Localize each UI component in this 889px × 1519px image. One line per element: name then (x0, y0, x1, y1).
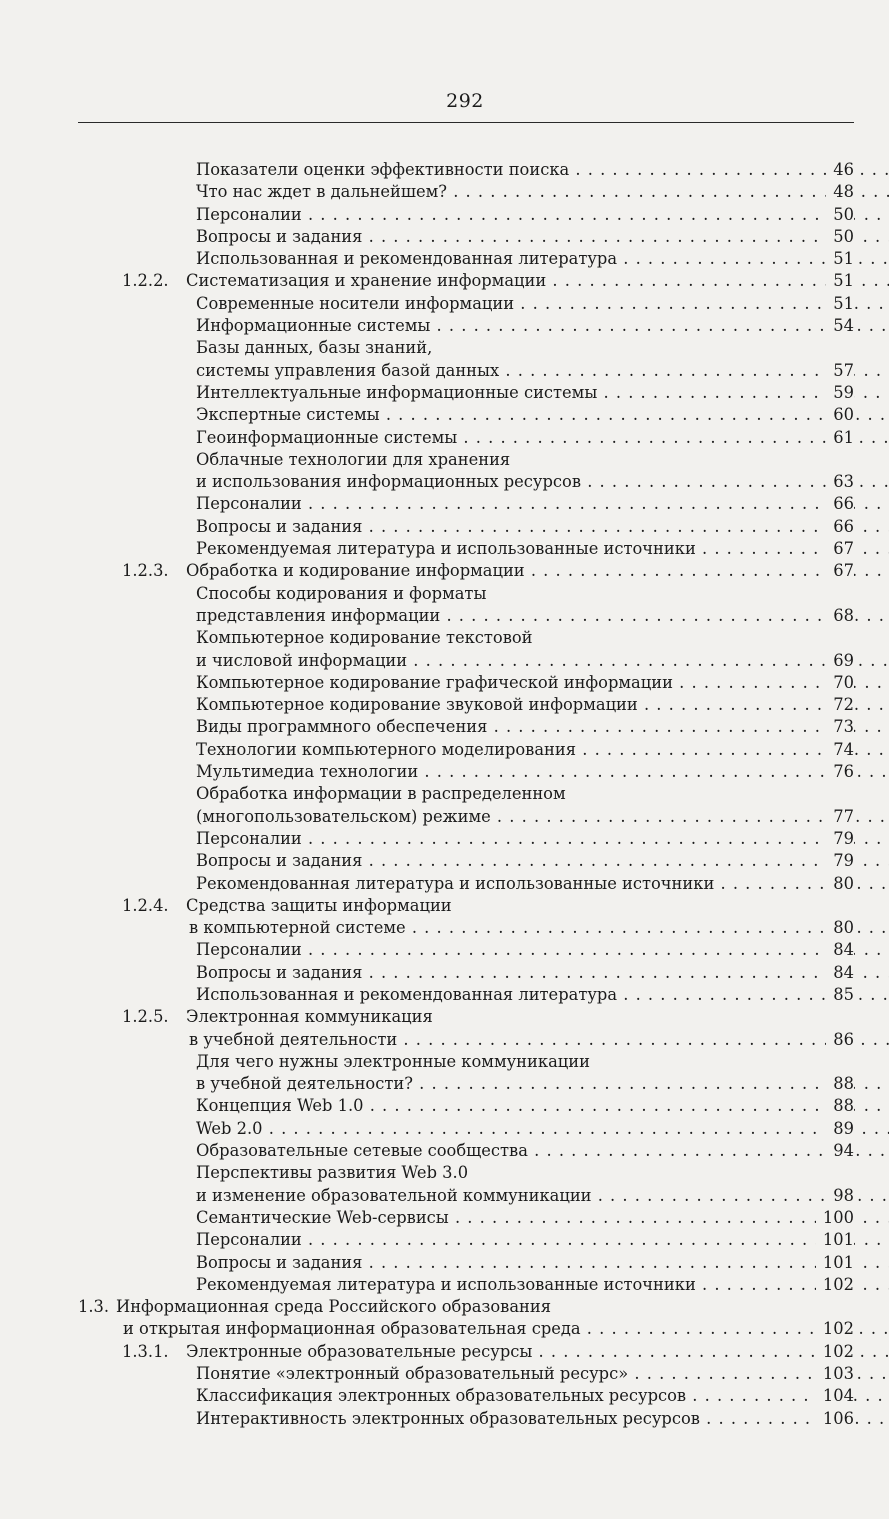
toc-entry-line (0, 204, 889, 226)
toc-entry (0, 226, 889, 248)
toc-page-number: 88 (826, 1073, 854, 1095)
toc-entry-title: Семантические Web-сервисы (196, 1207, 449, 1227)
toc-page-number: 70 (826, 672, 854, 694)
toc-page-number: 57 (826, 360, 854, 382)
toc-entry (0, 560, 889, 582)
toc-entry-line (0, 716, 889, 738)
toc-entry (0, 538, 889, 560)
toc-entry-title: Вопросы и задания (196, 1252, 363, 1272)
toc-page-number: 50 (826, 204, 854, 226)
toc-page-number: 94 (826, 1140, 854, 1162)
toc-page-number: 63 (826, 471, 854, 493)
toc-page-number: 77 (826, 806, 854, 828)
toc-entry (0, 873, 889, 895)
toc-entry-title: и изменение образовательной коммуникации (196, 1185, 592, 1205)
toc-page-number: 59 (826, 382, 854, 404)
toc-entry-title: Базы данных, базы знаний, (196, 338, 433, 358)
toc-entry (0, 181, 889, 203)
toc-page-number: 68 (826, 605, 854, 627)
toc-page-number: 102 (816, 1318, 854, 1340)
section-number: 1.2.3. (122, 561, 169, 581)
toc-entry-line (0, 1207, 889, 1229)
toc-entry (0, 270, 889, 292)
toc-entry (0, 337, 889, 382)
toc-entry-title: Перспективы развития Web 3.0 (196, 1163, 469, 1183)
toc-page-number: 66 (826, 493, 854, 515)
toc-entry (0, 1006, 889, 1051)
toc-entry (0, 315, 889, 337)
toc-entry-title: Электронные образовательные ресурсы (186, 1341, 533, 1361)
toc-page-number: 106 (816, 1408, 854, 1430)
page-number: 292 (446, 90, 484, 112)
toc-entry-line (0, 538, 889, 560)
toc-entry-line (0, 650, 889, 672)
toc-entry-line (0, 516, 889, 538)
toc-entry-line (0, 360, 889, 382)
toc-entry (0, 1385, 889, 1407)
toc-page-number: 51 (826, 293, 854, 315)
toc-entry (0, 1341, 889, 1363)
toc-entry-title: Информационная среда Российского образования (116, 1297, 552, 1317)
toc-entry (0, 1408, 889, 1430)
toc-entry-line (0, 493, 889, 515)
toc-entry-title: и использования информационных ресурсов (196, 472, 582, 492)
toc-page-number: 79 (826, 828, 854, 850)
toc-entry-title: Персоналии (196, 828, 302, 848)
toc-entry (0, 493, 889, 515)
toc-entry-line (0, 605, 889, 627)
toc-entry-title: Мультимедиа технологии (196, 762, 419, 782)
toc-entry-line (0, 1029, 889, 1051)
toc-entry-title: Рекомендуемая литература и использованные источники (196, 539, 696, 559)
toc-entry-line (0, 939, 889, 961)
toc-page-number: 60 (826, 404, 854, 426)
toc-entry-title: в компьютерной системе (189, 918, 406, 938)
toc-entry-title: Вопросы и задания (196, 226, 363, 246)
toc-entry-title: Компьютерное кодирование звуковой информации (196, 695, 638, 715)
toc-page-number: 46 (826, 159, 854, 181)
toc-entry-line (0, 895, 889, 917)
toc-entry-line (0, 226, 889, 248)
toc-entry-line (0, 560, 889, 582)
toc-entry-line (0, 1274, 889, 1296)
toc-entry (0, 382, 889, 404)
toc-entry-title: Современные носители информации (196, 293, 515, 313)
toc-entry (0, 627, 889, 672)
toc-entry-line (0, 427, 889, 449)
toc-entry-line (0, 315, 889, 337)
toc-entry-title: Компьютерное кодирование текстовой (196, 628, 533, 648)
toc-page-number: 67 (826, 538, 854, 560)
toc-entry-title: Экспертные системы (196, 405, 380, 425)
toc-page-number: 102 (816, 1274, 854, 1296)
toc-entry (0, 716, 889, 738)
toc-entry-title: Облачные технологии для хранения (196, 449, 511, 469)
section-number: 1.2.5. (122, 1007, 169, 1027)
toc-entry-line (0, 806, 889, 828)
toc-entry-line (0, 828, 889, 850)
toc-entry-line (0, 783, 889, 805)
toc-entry-title: Вопросы и задания (196, 962, 363, 982)
toc-entry-title: Обработка и кодирование информации (186, 561, 525, 581)
toc-page-number: 104 (816, 1385, 854, 1407)
toc-entry-line (0, 1118, 889, 1140)
toc-page-number: 86 (826, 1029, 854, 1051)
toc-entry-line (0, 1006, 889, 1028)
toc-entry (0, 1095, 889, 1117)
toc-entry-title: Персоналии (196, 940, 302, 960)
section-number: 1.3.1. (122, 1341, 169, 1361)
toc-page-number: 69 (826, 650, 854, 672)
toc-page-number: 73 (826, 716, 854, 738)
toc-entry (0, 761, 889, 783)
toc-entry-title: Классификация электронных образовательных ресурсов (196, 1386, 687, 1406)
toc-entry (0, 672, 889, 694)
toc-entry-title: Использованная и рекомендованная литература (196, 249, 618, 269)
toc-page-number: 61 (826, 427, 854, 449)
toc-entry-title: Образовательные сетевые сообщества (196, 1141, 528, 1161)
toc-entry (0, 1363, 889, 1385)
toc-page-number: 67 (826, 560, 854, 582)
toc-page-number: 98 (826, 1185, 854, 1207)
section-number: 1.2.2. (122, 271, 169, 291)
toc-entry-line (0, 583, 889, 605)
toc-entry (0, 159, 889, 181)
toc-entry (0, 850, 889, 872)
toc-entry-title: Персоналии (196, 204, 302, 224)
toc-entry-title: Интеллектуальные информационные системы (196, 382, 598, 402)
toc-page-number: 84 (826, 962, 854, 984)
toc-entry-title: Виды программного обеспечения (196, 717, 488, 737)
toc-entry (0, 828, 889, 850)
toc-entry (0, 939, 889, 961)
toc-page-number: 84 (826, 939, 854, 961)
toc-entry-title: Персоналии (196, 1230, 302, 1250)
toc-entry-line (0, 850, 889, 872)
toc-entry-title: Компьютерное кодирование графической информации (196, 672, 673, 692)
toc-entry-line (0, 962, 889, 984)
toc-entry-title: в учебной деятельности? (196, 1074, 413, 1094)
toc-entry-line (0, 471, 889, 493)
toc-entry (0, 404, 889, 426)
toc-page-number: 54 (826, 315, 854, 337)
toc-entry (0, 739, 889, 761)
toc-entry-line (0, 1185, 889, 1207)
toc-entry-line (0, 449, 889, 471)
toc-entry-line (0, 1318, 889, 1340)
toc-entry-line (0, 1296, 889, 1318)
toc-entry-line (0, 382, 889, 404)
toc-entry-title: Рекомендованная литература и использованные источники (196, 873, 715, 893)
section-number: 1.3. (78, 1297, 110, 1317)
toc-page-number: 51 (826, 248, 854, 270)
toc-page-number: 102 (816, 1341, 854, 1363)
toc-entry (0, 427, 889, 449)
toc-entry-line (0, 672, 889, 694)
toc-entry (0, 449, 889, 494)
toc-entry-line (0, 917, 889, 939)
toc-entry-line (0, 627, 889, 649)
toc-entry-line (0, 181, 889, 203)
toc-entry-title: Информационные системы (196, 316, 431, 336)
toc-entry-title: Вопросы и задания (196, 516, 363, 536)
toc-page-number: 48 (826, 181, 854, 203)
toc-entry-title: и открытая информационная образовательная среда (123, 1319, 581, 1339)
toc-entry-line (0, 1051, 889, 1073)
toc-entry (0, 1051, 889, 1096)
toc-entry-line (0, 1229, 889, 1251)
toc-entry (0, 583, 889, 628)
toc-entry (0, 1274, 889, 1296)
toc-entry (0, 293, 889, 315)
toc-entry (0, 1252, 889, 1274)
toc-entry-line (0, 694, 889, 716)
toc-entry-line (0, 1095, 889, 1117)
toc-entry-line (0, 337, 889, 359)
toc-page-number: 76 (826, 761, 854, 783)
toc-entry (0, 962, 889, 984)
toc-entry (0, 694, 889, 716)
toc-entry-title: Web 2.0 (196, 1118, 263, 1138)
toc-page-number: 79 (826, 850, 854, 872)
toc-page-number: 72 (826, 694, 854, 716)
toc-page-number: 74 (826, 739, 854, 761)
toc-entry-title: Интерактивность электронных образовательных ресурсов (196, 1408, 700, 1428)
toc-page-number: 51 (826, 270, 854, 292)
toc-page-number: 88 (826, 1095, 854, 1117)
toc-entry (0, 1162, 889, 1207)
toc-entry (0, 1118, 889, 1140)
toc-entry (0, 1140, 889, 1162)
toc-page-number: 80 (826, 917, 854, 939)
toc-entry-line (0, 1140, 889, 1162)
toc-entry-line (0, 248, 889, 270)
toc-entry-title: Геоинформационные системы (196, 427, 458, 447)
toc-entry-line (0, 1385, 889, 1407)
toc-entry-line (0, 1162, 889, 1184)
toc-entry (0, 984, 889, 1006)
toc-entry-line (0, 1252, 889, 1274)
toc-entry (0, 1296, 889, 1341)
toc-entry-title: Обработка информации в распределенном (196, 784, 566, 804)
toc-entry-title: Систематизация и хранение информации (186, 271, 547, 291)
toc-entry-line (0, 1363, 889, 1385)
toc-entry (0, 516, 889, 538)
toc-page-number: 50 (826, 226, 854, 248)
toc-entry-title: Средства защиты информации (186, 895, 452, 915)
toc-entry-title: Технологии компьютерного моделирования (196, 739, 577, 759)
toc-entry-title: и числовой информации (196, 650, 408, 670)
toc-entry-line (0, 293, 889, 315)
toc-entry-title: Для чего нужны электронные коммуникации (196, 1051, 590, 1071)
toc-entry-title: Вопросы и задания (196, 851, 363, 871)
toc-entry-title: системы управления базой данных (196, 360, 500, 380)
toc-entry-title: Рекомендуемая литература и использованные источники (196, 1274, 696, 1294)
toc-page-number: 66 (826, 516, 854, 538)
toc-page-number: 101 (816, 1229, 854, 1251)
table-of-contents (0, 159, 889, 1430)
toc-page-number: 80 (826, 873, 854, 895)
toc-entry (0, 895, 889, 940)
toc-entry-title: Понятие «электронный образовательный ресурс» (196, 1364, 629, 1384)
toc-entry (0, 783, 889, 828)
toc-entry-line (0, 1408, 889, 1430)
toc-entry (0, 204, 889, 226)
section-number: 1.2.4. (122, 895, 169, 915)
toc-entry-title: Персоналии (196, 494, 302, 514)
toc-entry-line (0, 984, 889, 1006)
toc-entry-title: Способы кодирования и форматы (196, 583, 487, 603)
header-rule (78, 122, 854, 123)
toc-entry-title: (многопользовательском) режиме (196, 806, 491, 826)
toc-page-number: 101 (816, 1252, 854, 1274)
toc-entry-line (0, 404, 889, 426)
toc-page-number: 89 (826, 1118, 854, 1140)
toc-entry (0, 1229, 889, 1251)
toc-entry-line (0, 1341, 889, 1363)
toc-entry (0, 1207, 889, 1229)
toc-entry-title: Использованная и рекомендованная литература (196, 984, 618, 1004)
toc-entry-title: Концепция Web 1.0 (196, 1096, 364, 1116)
toc-page-number: 103 (816, 1363, 854, 1385)
toc-page-number: 85 (826, 984, 854, 1006)
toc-entry-line (0, 270, 889, 292)
toc-entry-line (0, 1073, 889, 1095)
toc-entry-title: в учебной деятельности (189, 1029, 398, 1049)
toc-entry-line (0, 761, 889, 783)
toc-entry-line (0, 739, 889, 761)
toc-entry-line (0, 159, 889, 181)
toc-entry-title: Электронная коммуникация (186, 1007, 433, 1027)
toc-entry-title: представления информации (196, 605, 441, 625)
toc-page-number: 100 (816, 1207, 854, 1229)
toc-entry (0, 248, 889, 270)
toc-entry-line (0, 873, 889, 895)
toc-entry-title: Показатели оценки эффективности поиска (196, 160, 570, 179)
toc-entry-title: Что нас ждет в дальнейшем? (196, 182, 448, 202)
